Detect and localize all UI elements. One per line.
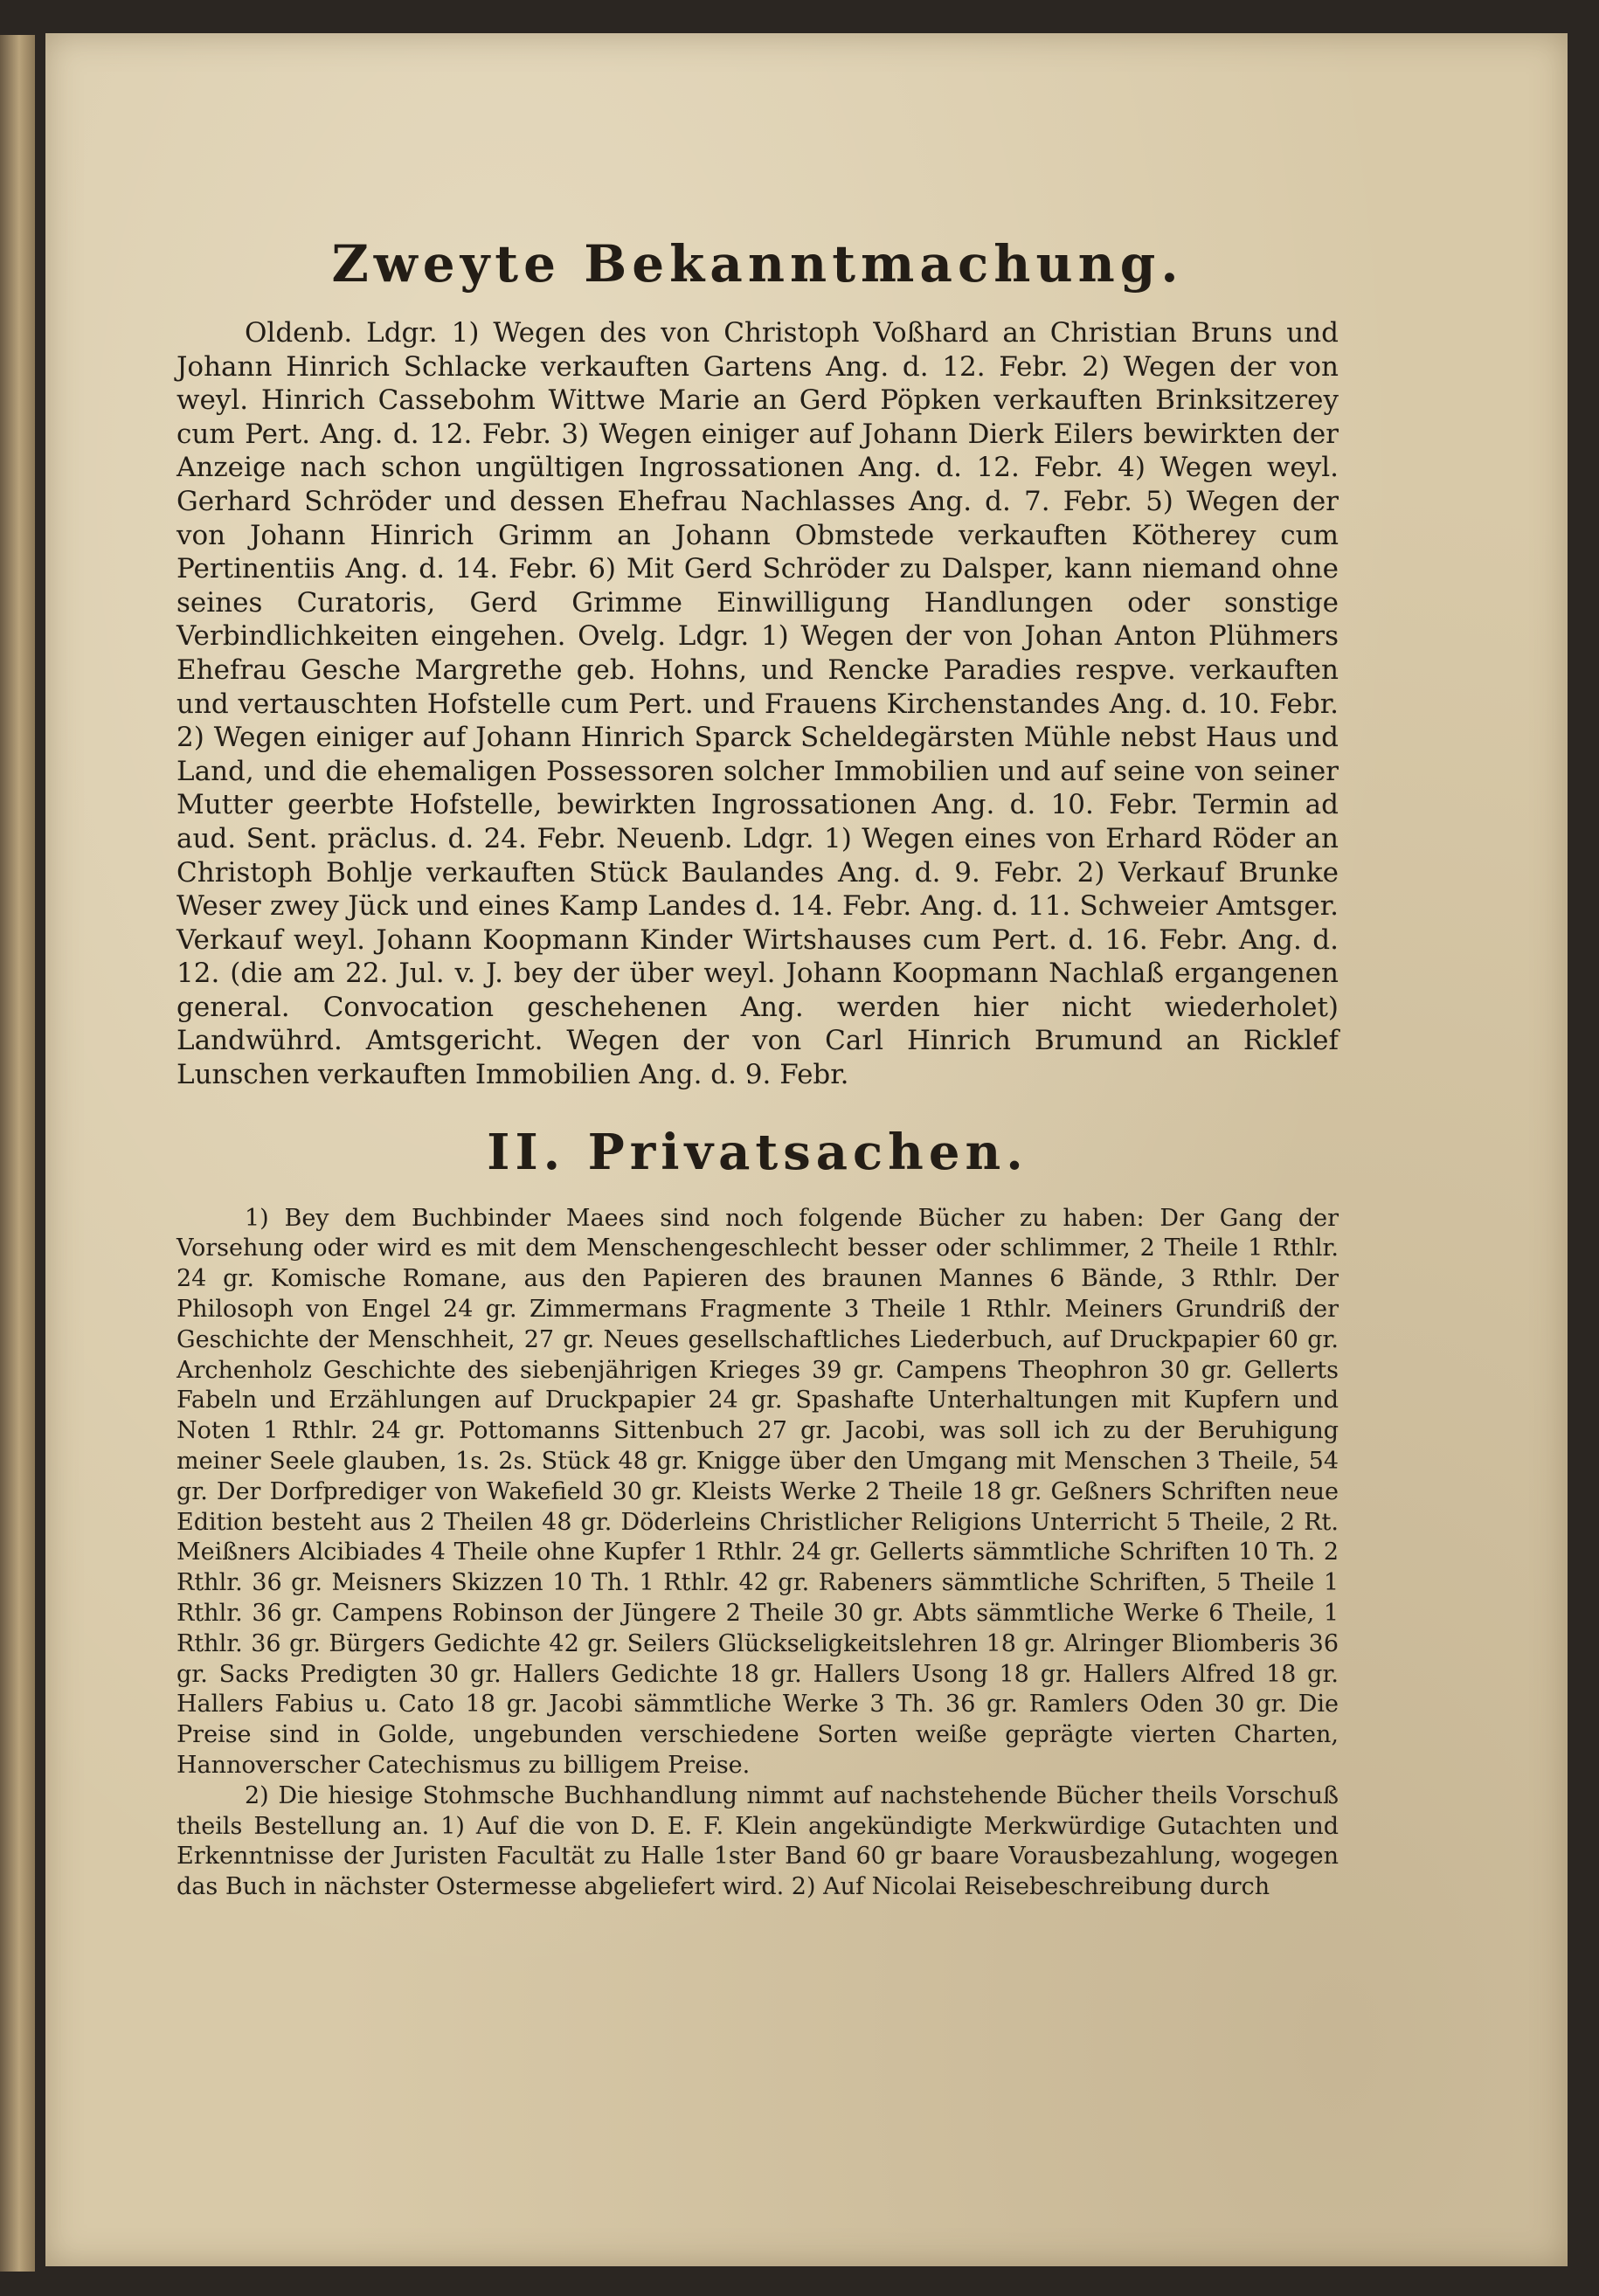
- announcement-paragraph: Oldenb. Ldgr. 1) Wegen des von Christoph Voßhard an Christian Bruns und Johann Hinrich Schlacke verkauften Gartens Ang. d. 12. Febr. 2) Wegen der von weyl. Hinrich Cassebohm Wittwe Marie an Gerd Pöpken verkauften Brinksitzerey cum Pert. Ang. d. 12. Febr. 3) Wegen einiger auf Johann Dierk Eilers bewirkten der Anzeige nach schon ungültigen Ingrossationen Ang. d. 12. Febr. 4) Wegen weyl. Gerhard Schröder und dessen Ehefrau Nachlasses Ang. d. 7. Febr. 5) Wegen der von Johann Hinrich Grimm an Johann Obmstede verkauften Kötherey cum Pertinentiis Ang. d. 14. Febr. 6) Mit Gerd Schröder zu Dalsper, kann niemand ohne seines Curatoris, Gerd Grimme Einwilligung Handlungen oder sonstige Verbindlichkeiten eingehen. Ovelg. Ldgr. 1) Wegen der von Johan Anton Plühmers Ehefrau Gesche Margrethe geb. Hohns, und Rencke Paradies respve. verkauften und vertauschten Hofstelle cum Pert. und Frauens Kirchenstandes Ang. d. 10. Febr. 2) Wegen einiger auf Johann Hinrich Sparck Scheldegärsten Mühle nebst Haus und Land, und die ehemaligen Possessoren solcher Immobilien und auf seine von seiner Mutter geerbte Hofstelle, bewirkten Ingrossationen Ang. d. 10. Febr. Termin ad aud. Sent. präclus. d. 24. Febr. Neuenb. Ldgr. 1) Wegen eines von Erhard Röder an Christoph Bohlje verkauften Stück Baulandes Ang. d. 9. Febr. 2) Verkauf Brunke Weser zwey Jück und eines Kamp Landes d. 14. Febr. Ang. d. 11. Schweier Amtsger. Verkauf weyl. Johann Koopmann Kinder Wirtshauses cum Pert. d. 16. Febr. Ang. d. 12. (die am 22. Jul. v. J. bey der über weyl. Johann Koopmann Nachlaß ergangenen general. Convocation geschehenen Ang. werden hier nicht wiederholet) Landwührd. Amtsgericht. Wegen der von Carl Hinrich Brumund an Ricklef Lunschen verkauften Immobilien Ang. d. 9. Febr.: [177, 317, 1339, 1091]
- bookshop-paragraph: 2) Die hiesige Stohmsche Buchhandlung nimmt auf nachstehende Bücher theils Vorschuß theils Bestellung an. 1) Auf die von D. E. F. Klein angekündigte Merkwürdige Gutachten und Erkenntnisse der Juristen Facultät zu Halle 1ster Band 60 gr baare Vorausbezahlung, wogegen das Buch in nächster Ostermesse abgeliefert wird. 2) Auf Nicolai Reisebeschreibung durch: [177, 1781, 1339, 1901]
- book-list-paragraph: 1) Bey dem Buchbinder Maees sind noch folgende Bücher zu haben: Der Gang der Vorsehung oder wird es mit dem Menschengeschlecht besser oder schlimmer, 2 Theile 1 Rthlr. 24 gr. Komische Romane, aus den Papieren des braunen Mannes 6 Bände, 3 Rthlr. Der Philosoph von Engel 24 gr. Zimmermans Fragmente 3 Theile 1 Rthlr. Meiners Grundriß der Geschichte der Menschheit, 27 gr. Neues gesellschaftliches Liederbuch, auf Druckpapier 60 gr. Archenholz Geschichte des siebenjährigen Krieges 39 gr. Campens Theophron 30 gr. Gellerts Fabeln und Erzählungen auf Druckpapier 24 gr. Spashafte Unterhaltungen mit Kupfern und Noten 1 Rthlr. 24 gr. Pottomanns Sittenbuch 27 gr. Jacobi, was soll ich zu der Beruhigung meiner Seele glauben, 1s. 2s. Stück 48 gr. Knigge über den Umgang mit Menschen 3 Theile, 54 gr. Der Dorfprediger von Wakefield 30 gr. Kleists Werke 2 Theile 18 gr. Geßners Schriften neue Edition besteht aus 2 Theilen 48 gr. Döderleins Christlicher Religions Unterricht 5 Theile, 2 Rt. Meißners Alcibiades 4 Theile ohne Kupfer 1 Rthlr. 24 gr. Gellerts sämmtliche Schriften 10 Th. 2 Rthlr. 36 gr. Meisners Skizzen 10 Th. 1 Rthlr. 42 gr. Rabeners sämmtliche Schriften, 5 Theile 1 Rthlr. 36 gr. Campens Robinson der Jüngere 2 Theile 30 gr. Abts sämmtliche Werke 6 Theile, 1 Rthlr. 36 gr. Bürgers Gedichte 42 gr. Seilers Glückseligkeitslehren 18 gr. Alringer Bliomberis 36 gr. Sacks Predigten 30 gr. Hallers Gedichte 18 gr. Hallers Usong 18 gr. Hallers Alfred 18 gr. Hallers Fabius u. Cato 18 gr. Jacobi sämmtliche Werke 3 Th. 36 gr. Ramlers Oden 30 gr. Die Preise sind in Golde, ungebunden verschiedene Sorten weiße geprägte vierten Charten, Hannoverscher Catechismus zu billigem Preise.: [177, 1204, 1339, 1779]
- facing-page-edge: [0, 35, 35, 2272]
- page-sheet: [45, 33, 1568, 2266]
- section-heading: II. Privatsachen.: [487, 1123, 1028, 1181]
- announcement-heading: Zweyte Bekanntmachung.: [331, 234, 1184, 294]
- text-block: [177, 234, 1339, 1903]
